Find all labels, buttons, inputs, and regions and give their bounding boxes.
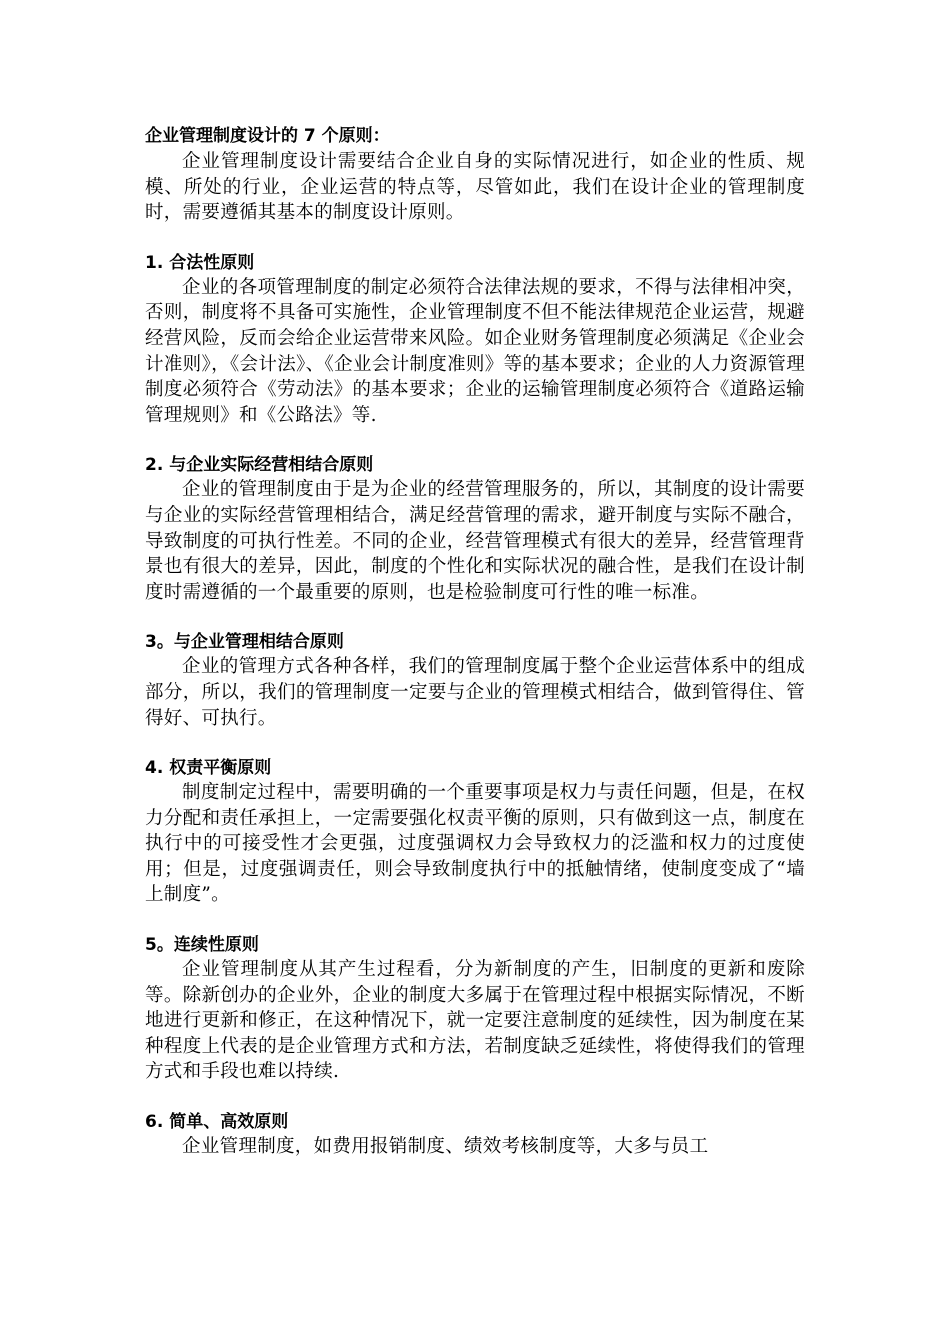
section-body: 企业的管理制度由于是为企业的经营管理服务的，所以，其制度的设计需要与企业的实际经营管理相结合，满足经营管理的需求，避开制度与实际不融合，导致制度的可执行性差。不同的企业，经营管理模式有很大的差异，经营管理背景也有很大的差异，因此，制度的个性化和实际状况的融合性，是我们在设计制度时需遵循的一个最重要的原则，也是检验制度可行性的唯一标准。 <box>145 479 805 603</box>
document-title: 企业管理制度设计的 7 个原则： <box>145 126 390 146</box>
section-heading: 5。连续性原则 <box>145 935 259 956</box>
section-simplicity-efficiency <box>145 1110 805 1160</box>
section-body: 企业管理制度从其产生过程看，分为新制度的产生，旧制度的更新和废除等。除新创办的企业外，企业的制度大多属于在管理过程中根据实际情况，不断地进行更新和修正，在这种情况下，就一定要注意制度的延续性，因为制度在某种程度上代表的是企业管理方式和方法，若制度缺乏延续性，将使得我们的管理方式和手段也难以持续. <box>145 959 805 1083</box>
intro-paragraph: 企业管理制度设计需要结合企业自身的实际情况进行，如企业的性质、规模、所处的行业，企业运营的特点等，尽管如此，我们在设计企业的管理制度时，需要遵循其基本的制度设计原则。 <box>145 151 805 224</box>
section-heading: 2. 与企业实际经营相结合原则 <box>145 455 374 476</box>
section-management-integration <box>145 630 805 731</box>
section-body: 企业管理制度，如费用报销制度、绩效考核制度等，大多与员工 <box>182 1136 709 1158</box>
section-power-responsibility <box>145 756 805 908</box>
section-business-integration <box>145 453 805 605</box>
section-continuity <box>145 933 805 1085</box>
section-heading: 4. 权责平衡原则 <box>145 758 272 779</box>
section-heading: 1. 合法性原则 <box>145 252 255 273</box>
section-body: 制度制定过程中，需要明确的一个重要事项是权力与责任问题，但是，在权力分配和责任承担上，一定需要强化权责平衡的原则，只有做到这一点，制度在执行中的可接受性才会更强，过度强调权力会导致权力的泛滥和权力的过度使用；但是，过度强调责任，则会导致制度执行中的抵触情绪，使制度变成了“墙上制度”。 <box>145 782 805 906</box>
section-heading: 6. 简单、高效原则 <box>145 1112 289 1133</box>
section-legality <box>145 251 805 429</box>
section-heading: 3。与企业管理相结合原则 <box>145 632 344 653</box>
section-body: 企业的各项管理制度的制定必须符合法律法规的要求，不得与法律相冲突，否则，制度将不具备可实施性，企业管理制度不但不能法律规范企业运营，规避经营风险，反而会给企业运营带来风险。如企业财务管理制度必须满足《企业会计准则》，《会计法》、《企业会计制度准则》等的基本要求；企业的人力资源管理制度必须符合《劳动法》的基本要求；企业的运输管理制度必须符合《道路运输管理规则》和《公路法》等. <box>145 276 805 426</box>
section-body: 企业的管理方式各种各样，我们的管理制度属于整个企业运营体系中的组成部分，所以，我们的管理制度一定要与企业的管理模式相结合，做到管得住、管得好、可执行。 <box>145 656 805 729</box>
document-page <box>145 124 805 1160</box>
